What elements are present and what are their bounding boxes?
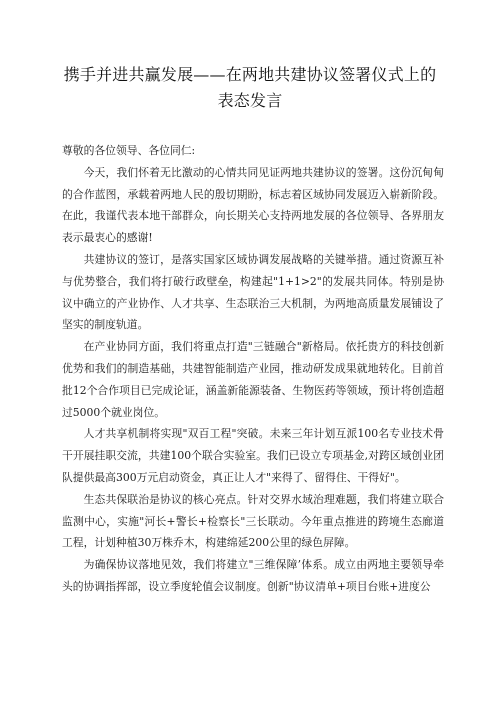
paragraph-agreement-significance: 共建协议的签订，是落实国家区域协调发展战略的关键举措。通过资源互补与优势整合，我们将打破行政壁垒，构建起"1+1>2"的发展共同体。特别是协议中确立的产业协作、人才共享、生态联治三大机制，为两地高质量发展铺设了坚实的制度轨道。	[62, 252, 444, 332]
paragraph-ecological-governance: 生态共保联治是协议的核心亮点。针对交界水域治理难题，我们将建立联合监测中心，实施"河长+警长+检察长"三长联动。今年重点推进的跨境生态廊道工程，计划种植30万株乔木，构建绵延200公里的绿色屏障。	[62, 492, 444, 550]
paragraph-industry-collaboration: 在产业协同方面，我们将重点打造"三链融合"新格局。依托贵方的科技创新优势和我们的制造基础，共建智能制造产业园，推动研发成果就地转化。目前首批12个合作项目已完成论证，涵盖新能源装备、生物医药等领域，预计将创造超过5000个就业岗位。	[62, 340, 444, 419]
document-title-line-1: 携手并进共赢发展——在两地共建协议签署仪式上的	[63, 65, 437, 84]
paragraph-opening: 今天，我们怀着无比激动的心情共同见证两地共建协议的签署。这份沉甸甸的合作蓝图，承载着两地人民的殷切期盼，标志着区域协同发展迈入崭新阶段。在此，我谨代表本地干部群众，向长期关心支持两地发展的各位领导、各界朋友表示最衷心的感谢!	[62, 165, 444, 245]
paragraph-talent-sharing: 人才共享机制将实现"双百工程"突破。未来三年计划互派100名专业技术骨干开展挂职交流，共建100个联合实验室。我们已设立专项基金,对跨区域创业团队提供最高300万元启动资金，真正让人才"来得了、留得住、干得好"。	[62, 427, 444, 484]
document-body	[62, 140, 444, 598]
greeting-line: 尊敬的各位领导、各位同仁:	[62, 144, 196, 157]
document-title-line-2: 表态发言	[217, 91, 283, 110]
paragraph-implementation-guarantee: 为确保协议落地见效，我们将建立"三维保障’体系。成立由两地主要领导牵头的协调指挥部，设立季度轮值会议制度。创新"协议清单+项目台账+进度公	[62, 558, 444, 593]
